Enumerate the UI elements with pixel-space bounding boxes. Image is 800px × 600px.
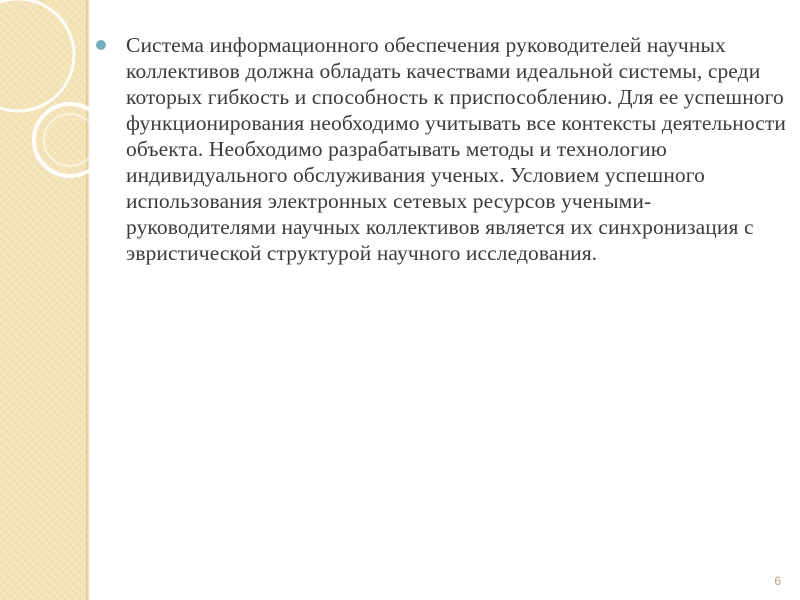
bullet-item bbox=[96, 32, 786, 266]
circle-bullet-icon bbox=[96, 40, 106, 50]
decorative-rings-icon bbox=[0, 0, 90, 600]
page-number: 6 bbox=[774, 574, 781, 588]
bullet-text: Система информационного обеспечения руководителей научных коллективов должна обладать качествами идеальной системы, среди которых гибкость и способность к приспособлению. Для ее успешного функционирования необходимо учитывать все контексты деятельности объекта. Необходимо разрабатывать методы и технологию индивидуального обслуживания ученых. Условием успешного использования электронных сетевых ресурсов учеными-руководителями научных коллективов является их синхронизация с эвристической структурой научного исследования. bbox=[126, 33, 786, 265]
content-area bbox=[96, 32, 786, 266]
